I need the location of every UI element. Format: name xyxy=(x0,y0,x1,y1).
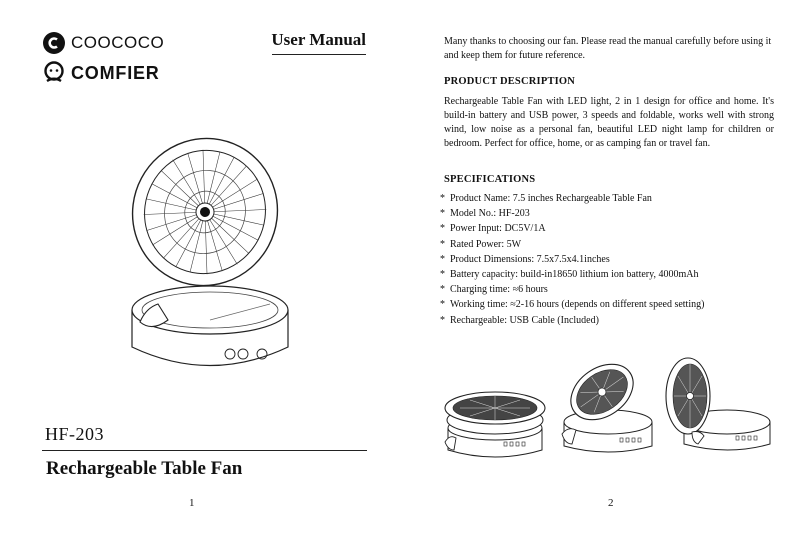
spec-text: Rated Power: 5W xyxy=(450,238,522,250)
fan-position-illustration xyxy=(550,352,660,458)
right-page xyxy=(404,0,808,534)
fan-illustration xyxy=(110,92,310,382)
spec-text: Rechargeable: USB Cable (Included) xyxy=(450,314,599,326)
spec-item xyxy=(440,297,740,312)
page-number: 1 xyxy=(189,497,195,509)
coococo-logo xyxy=(42,31,164,55)
bullet-star: * xyxy=(440,253,445,265)
specifications-list xyxy=(440,191,740,328)
comfier-logo-icon xyxy=(42,61,66,85)
spec-item xyxy=(440,282,740,297)
spec-text: Product Dimensions: 7.5x7.5x4.1inches xyxy=(450,253,610,265)
product-title: Rechargeable Table Fan xyxy=(46,458,243,479)
spec-text: Power Input: DC5V/1A xyxy=(450,223,546,235)
spec-item xyxy=(440,221,740,236)
coococo-logo-icon xyxy=(42,31,66,55)
spec-text: Product Name: 7.5 inches Rechargeable Table Fan xyxy=(450,193,652,204)
spec-item xyxy=(440,206,740,221)
description-paragraph: Rechargeable Table Fan with LED light, 2 in 1 design for office and home. It's build-in battery and USB power, 3 speeds and foldable, works well with strong wind, low noise as a personal fan, beautiful LED night lamp for children or bedroom. Perfect for office, home, or as camping fan or travel fan. xyxy=(444,96,774,149)
spec-item xyxy=(440,267,740,282)
bullet-star: * xyxy=(440,208,445,220)
spec-item xyxy=(440,191,740,206)
bullet-star: * xyxy=(440,193,445,204)
manual-title: User Manual xyxy=(271,30,366,49)
spec-text: Charging time: ≈6 hours xyxy=(450,284,548,296)
title-divider xyxy=(272,54,366,55)
fan-position-illustration xyxy=(440,378,550,458)
spec-item xyxy=(440,237,740,252)
spec-item xyxy=(440,252,740,267)
bullet-star: * xyxy=(440,269,445,281)
comfier-logo xyxy=(42,61,160,85)
bullet-star: * xyxy=(440,314,445,326)
brand-secondary-text: COMFIER xyxy=(71,62,160,83)
bullet-star: * xyxy=(440,299,445,311)
bullet-star: * xyxy=(440,223,445,235)
brand-primary-text: COOCOCO xyxy=(71,33,165,52)
spec-item xyxy=(440,313,740,328)
bullet-star: * xyxy=(440,238,445,250)
fan-position-illustration xyxy=(656,352,772,458)
spec-text: Battery capacity: build-in18650 lithium ion battery, 4000mAh xyxy=(450,269,699,281)
description-heading: PRODUCT DESCRIPTION xyxy=(444,76,576,87)
spec-text: Working time: ≈2-16 hours (depends on different speed setting) xyxy=(450,299,705,311)
page-number: 2 xyxy=(608,497,614,509)
bullet-star: * xyxy=(440,284,445,296)
spec-text: Model No.: HF-203 xyxy=(450,208,530,220)
specifications-heading: SPECIFICATIONS xyxy=(444,174,536,185)
model-number: HF-203 xyxy=(45,424,105,444)
intro-paragraph: Many thanks to choosing our fan. Please read the manual carefully before using it and keep them for future reference. xyxy=(444,36,772,61)
model-divider xyxy=(42,450,367,451)
